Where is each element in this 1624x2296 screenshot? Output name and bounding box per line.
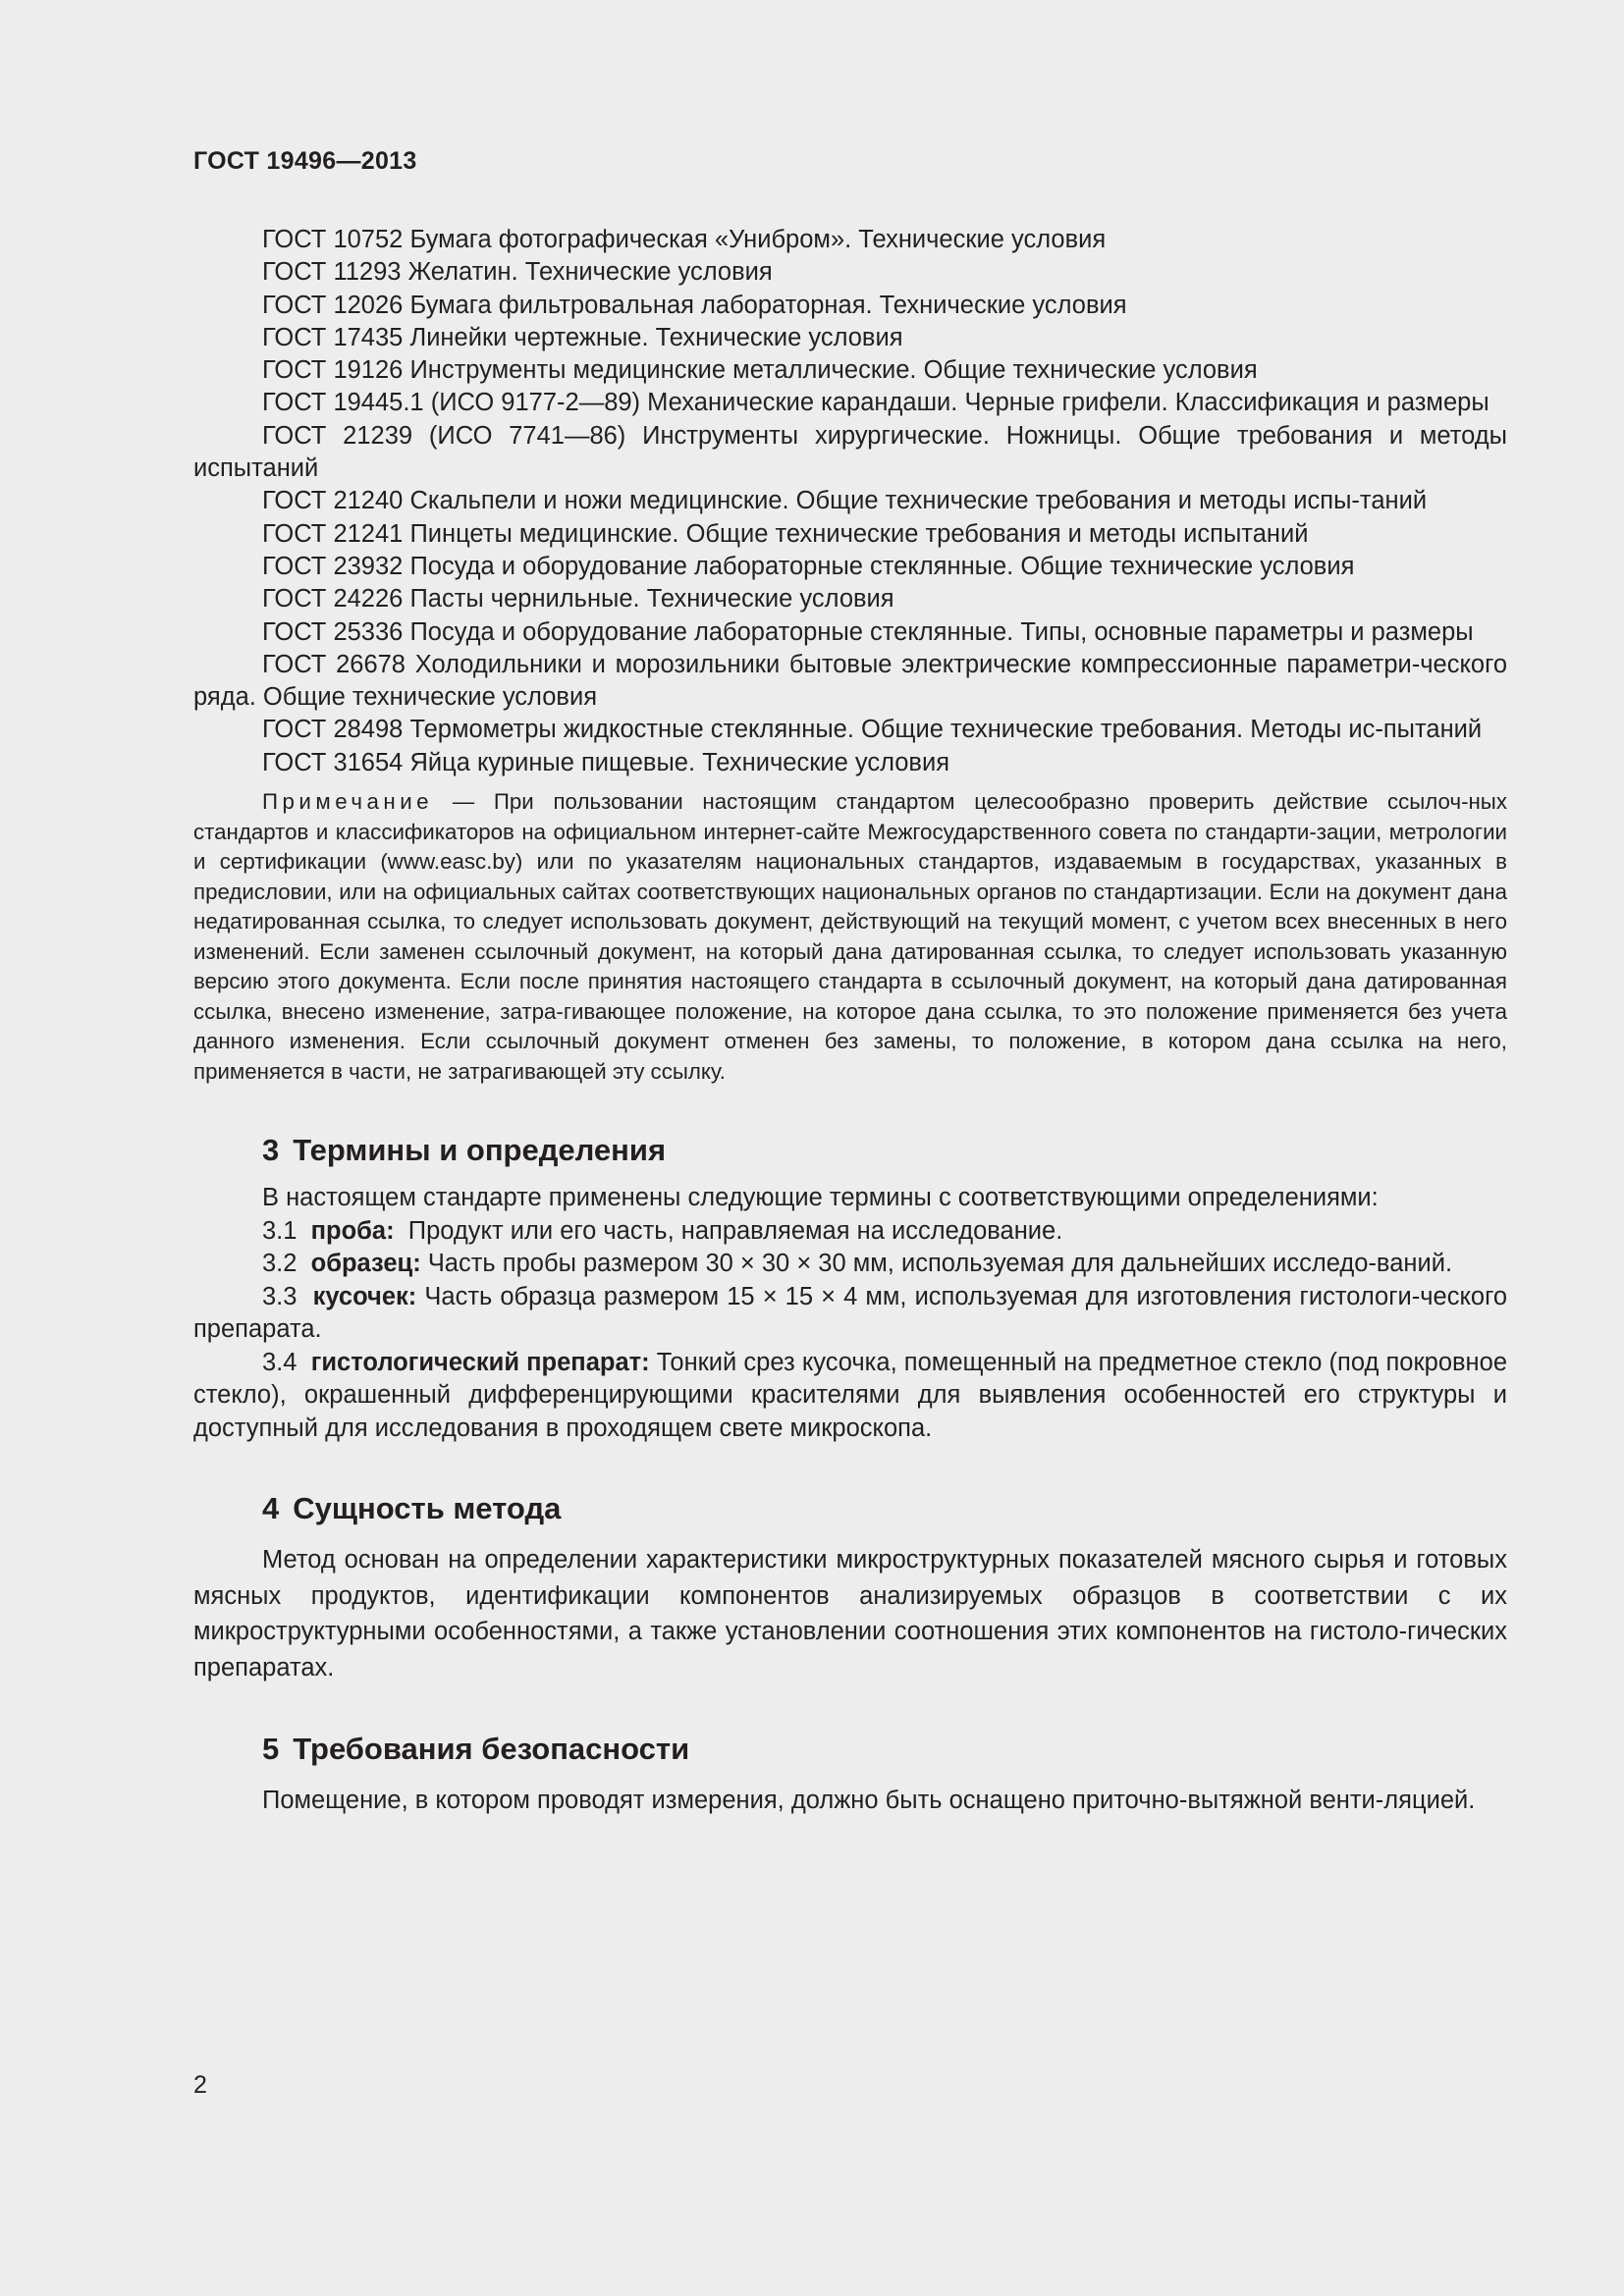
section-heading: 5 Требования безопасности xyxy=(262,1732,690,1767)
term-definition: 3.1 проба: Продукт или его часть, направляемая на исследование. xyxy=(262,1216,1063,1245)
section-heading: 3 Термины и определения xyxy=(262,1133,667,1168)
note-label: Примечание xyxy=(262,789,434,815)
section-paragraph: Метод основан на определении характеристики микроструктурных показателей мясного сырья и готовых мясных продуктов, идентификации компонентов анализируемых образцов в соответствии с их микроструктурными особенностями, а также установлении соотношения этих компонентов на гистоло-гических препаратах. xyxy=(193,1546,1507,1682)
term-definition: 3.2 образец: Часть пробы размером 30 × 30 × 30 мм, используемая для дальнейших исследо-ваний. xyxy=(262,1250,1453,1278)
references-note xyxy=(193,787,1507,1087)
section-method xyxy=(193,1489,1507,1685)
reference-item: ГОСТ 25336 Посуда и оборудование лабораторные стеклянные. Типы, основные параметры и размеры xyxy=(262,617,1474,646)
section-paragraph: Помещение, в котором проводят измерения, должно быть оснащено приточно-вытяжной венти-ляцией. xyxy=(262,1787,1476,1815)
reference-item: ГОСТ 26678 Холодильники и морозильники бытовые электрические компрессионные параметри-ческого ряда. Общие технические условия xyxy=(193,650,1508,712)
reference-item: ГОСТ 21240 Скальпели и ножи медицинские. Общие технические требования и методы испы-таний xyxy=(262,487,1428,515)
normative-references-list xyxy=(193,224,1507,779)
section-intro: В настоящем стандарте применены следующие термины с соответствующими определениями: xyxy=(262,1184,1379,1212)
page-number: 2 xyxy=(193,2071,207,2099)
section-terms xyxy=(193,1131,1507,1445)
document-header: ГОСТ 19496—2013 xyxy=(193,147,417,175)
term-definition: 3.3 кусочек: Часть образца размером 15 × 15 × 4 мм, используемая для изготовления гистологи-ческого препарата. xyxy=(193,1282,1508,1344)
section-heading: 4 Сущность метода xyxy=(262,1491,562,1526)
section-safety xyxy=(193,1730,1507,1819)
reference-item: ГОСТ 21239 (ИСО 7741—86) Инструменты хирургические. Ножницы. Общие требования и методы испытаний xyxy=(193,421,1507,483)
reference-item: ГОСТ 19445.1 (ИСО 9177-2—89) Механические карандаши. Черные грифели. Классификация и размеры xyxy=(262,389,1489,417)
note-text: — При пользовании настоящим стандартом целесообразно проверить действие ссылоч-ных стандартов и классификаторов на официальном интернет-сайте Межгосударственного совета по стандарти-зации, метрологии и сертификации (www.easc.by) или по указателям национальных стандартов, издаваемым в государствах, указанных в предисловии, или на официальных сайтах соответствующих национальных органов по стандартизации. Если на документ дана недатированная ссылка, то следует использовать документ, действующий на текущий момент, с учетом всех внесенных в него изменений. Если заменен ссылочный документ, на который дана датированная ссылка, то следует использовать указанную версию этого документа. Если после принятия настоящего стандарта в ссылочный документ, на который дана датированная ссылка, внесено изменение, затра-гивающее положение, на которое дана ссылка, то это положение применяется без учета данного изменения. Если ссылочный документ отменен без замены, то положение, в котором дана ссылка на него, применяется в части, не затрагивающей эту ссылку. xyxy=(193,789,1507,1084)
reference-item: ГОСТ 24226 Пасты чернильные. Технические условия xyxy=(262,585,894,614)
reference-item: ГОСТ 28498 Термометры жидкостные стеклянные. Общие технические требования. Методы ис-пытаний xyxy=(262,716,1483,744)
reference-item: ГОСТ 19126 Инструменты медицинские металлические. Общие технические условия xyxy=(262,356,1258,385)
reference-item: ГОСТ 11293 Желатин. Технические условия xyxy=(262,258,773,287)
reference-item: ГОСТ 12026 Бумага фильтровальная лабораторная. Технические условия xyxy=(262,291,1127,319)
reference-item: ГОСТ 21241 Пинцеты медицинские. Общие технические требования и методы испытаний xyxy=(262,519,1309,548)
document-content xyxy=(193,224,1507,1819)
reference-item: ГОСТ 10752 Бумага фотографическая «Унибром». Технические условия xyxy=(262,226,1107,253)
reference-item: ГОСТ 31654 Яйца куриные пищевые. Технические условия xyxy=(262,748,950,776)
reference-item: ГОСТ 17435 Линейки чертежные. Технические условия xyxy=(262,323,903,351)
term-definition: 3.4 гистологический препарат: Тонкий срез кусочка, помещенный на предметное стекло (под покровное стекло), окрашенный дифференцирующими красителями для выявления особенностей его структуры и доступный для исследования в проходящем свете микроскопа. xyxy=(193,1348,1508,1442)
reference-item: ГОСТ 23932 Посуда и оборудование лабораторные стеклянные. Общие технические условия xyxy=(262,552,1355,580)
